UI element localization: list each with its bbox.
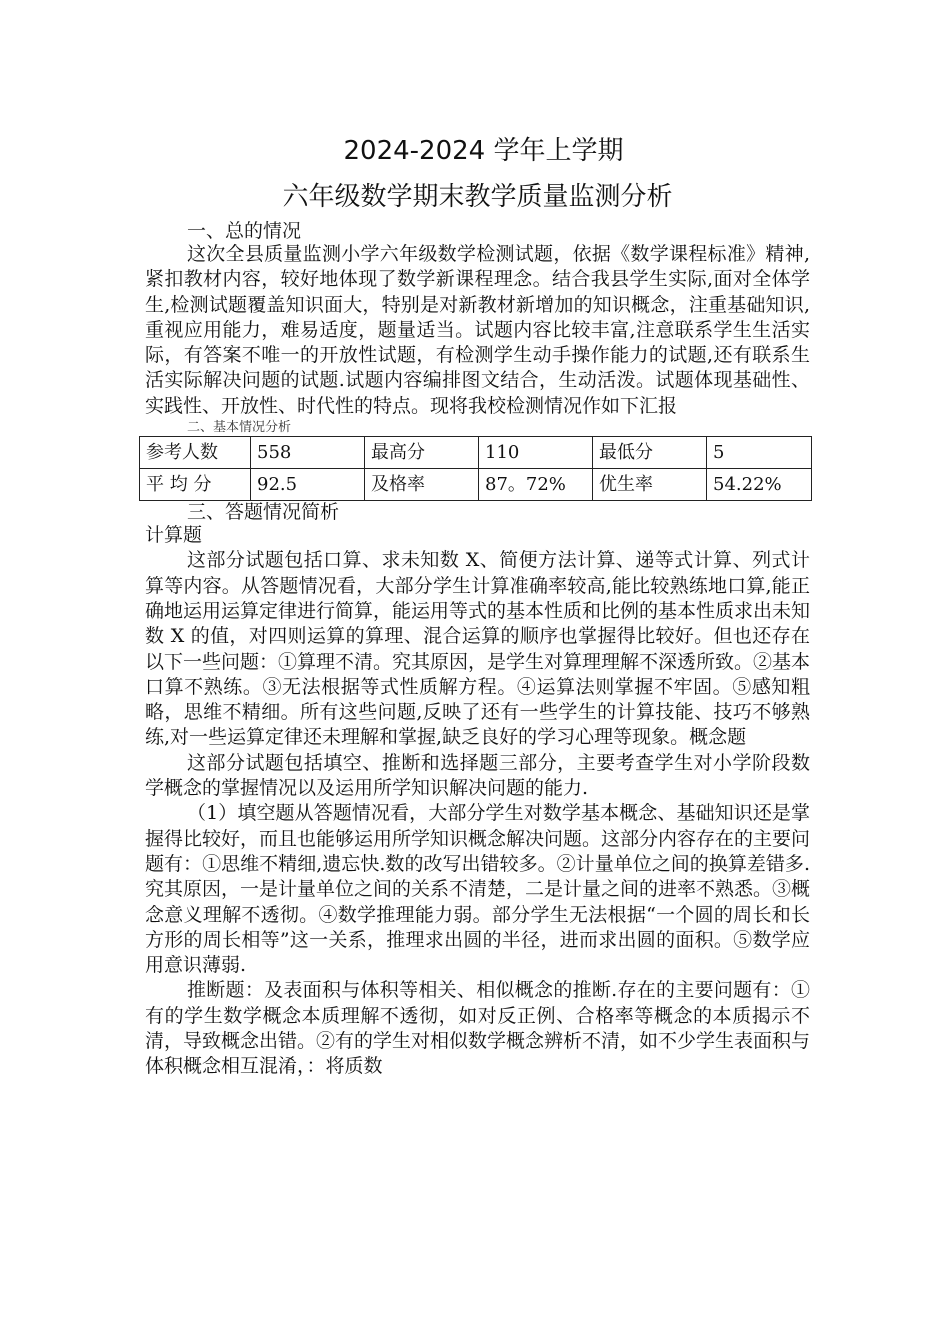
section-heading-overview: 一、总的情况	[187, 220, 302, 242]
table-cell: 92.5	[251, 469, 365, 501]
table-row	[140, 437, 812, 469]
table-cell: 54.22%	[707, 469, 812, 501]
document-page	[145, 128, 810, 1080]
section-heading-basic-analysis: 二、基本情况分析	[187, 420, 292, 436]
fill-in-paragraph: （1）填空题从答题情况看，大部分学生对数学基本概念、基础知识还是掌握得比较好，而且也能够运用所学知识概念解决问题。这部分内容存在的主要问题有：①思维不精细,遗忘快.数的改写出错较多。②计量单位之间的换算差错多.究其原因，一是计量单位之间的关系不清楚，二是计量之间的进率不熟悉。③概念意义理解不透彻。④数学推理能力弱。部分学生无法根据“一个圆的周长和长方形的周长相等”这一关系，推理求出圆的半径，进而求出圆的面积。⑤数学应用意识薄弱.	[145, 802, 811, 977]
table-cell: 及格率	[365, 469, 479, 501]
calculation-paragraph: 这部分试题包括口算、求未知数 X、简便方法计算、递等式计算、列式计算等内容。从答题情况看，大部分学生计算准确率较高,能比较熟练地口算,能正确地运用运算定律进行简算，能运用等式的基本性质和比例的基本性质求出未知数 X 的值，对四则运算的算理、混合运算的顺序也掌握得比较好。但也还存在以下一些问题：①算理不清。究其原因，是学生对算理理解不深透所致。②基本口算不熟练。③无法根据等式性质解方程。④运算法则掌握不牢固。⑤感知粗略，思维不精细。所有这些问题,反映了还有一些学生的计算技能、技巧不够熟练,对一些运算定律还未理解和掌握,缺乏良好的学习心理等现象。概念题	[145, 549, 811, 749]
table-cell: 优生率	[593, 469, 707, 501]
table-cell: 5	[707, 437, 812, 469]
judgement-paragraph: 推断题：及表面积与体积等相关、相似概念的推断.存在的主要问题有：①有的学生数学概念本质理解不透彻，如对反正例、合格率等概念的本质揭示不清，导致概念出错。②有的学生对相似数学概念辨析不清，如不少学生表面积与体积概念相互混淆，：将质数	[145, 979, 811, 1078]
title-line-2: 六年级数学期末教学质量监测分析	[282, 182, 673, 212]
concept-paragraph: 这部分试题包括填空、推断和选择题三部分，主要考查学生对小学阶段数学概念的掌握情况以及运用所学知识解决问题的能力.	[145, 751, 810, 800]
table-cell: 最高分	[365, 437, 479, 469]
table-cell: 87。72%	[479, 469, 593, 501]
table-cell: 110	[479, 437, 593, 469]
table-cell: 平 均 分	[140, 469, 251, 501]
table-cell: 参考人数	[140, 437, 251, 469]
subheading-calculation: 计算题	[145, 524, 203, 547]
overview-paragraph: 这次全县质量监测小学六年级数学检测试题，依据《数学课程标准》精神,紧扣教材内容，较好地体现了数学新课程理念。结合我县学生实际,面对全体学生,检测试题覆盖知识面大，特别是对新教材新增加的知识概念，注重基础知识,重视应用能力，难易适度，题量适当。试题内容比较丰富,注意联系学生生活实际，有答案不唯一的开放性试题，有检测学生动手操作能力的试题,还有联系生活实际解决问题的试题.试题内容编排图文结合，生动活泼。试题体现基础性、实践性、开放性、时代性的特点。现将我校检测情况作如下汇报	[145, 243, 810, 417]
table-row	[140, 469, 812, 501]
table-cell: 最低分	[593, 437, 707, 469]
stats-table	[139, 436, 812, 501]
table-cell: 558	[251, 437, 365, 469]
section-heading-answer-analysis: 三、答题情况简析	[187, 501, 340, 524]
title-line-1: 2024-2024 学年上学期	[343, 136, 624, 166]
